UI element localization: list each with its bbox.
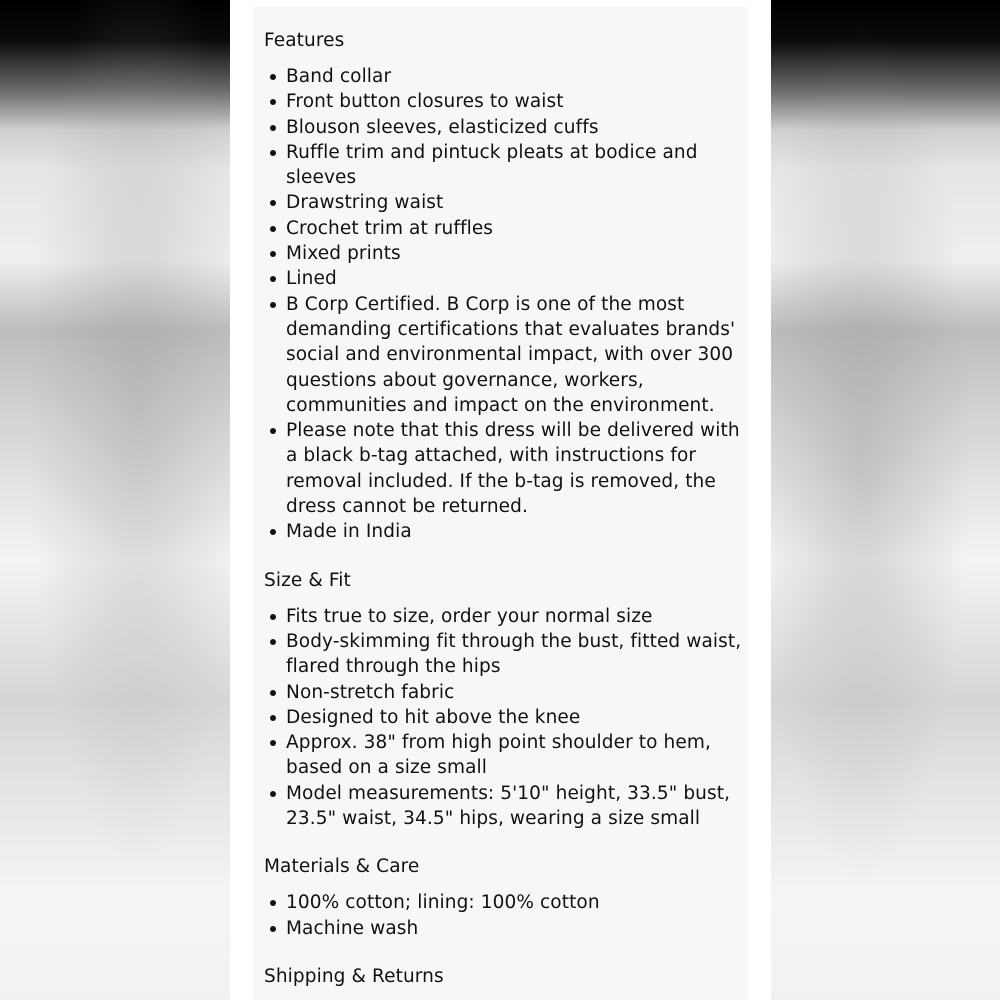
list-item-text: Approx. 38" from high point shoulder to hem, based on a size small: [286, 732, 711, 779]
bullet-dot-icon: [270, 99, 276, 105]
section-title-size-fit: Size & Fit: [264, 569, 351, 591]
bullet-dot-icon: [270, 740, 276, 746]
bullet-dot-icon: [270, 428, 276, 434]
list-item: [264, 604, 744, 629]
list-item-text: Body-skimming fit through the bust, fitted waist, flared through the hips: [286, 630, 742, 678]
section-size-fit: [264, 568, 744, 832]
list-item-text: Band collar: [286, 66, 392, 87]
bullet-dot-icon: [270, 150, 276, 156]
bullet-dot-icon: [270, 200, 276, 206]
background-shade-left: [0, 0, 230, 1000]
size-fit-list: [264, 604, 744, 832]
bullet-dot-icon: [270, 529, 276, 535]
bullet-dot-icon: [270, 926, 276, 932]
list-item: [264, 418, 744, 519]
list-item-text: Fits true to size, order your normal size: [286, 605, 653, 627]
list-item-text: Non-stretch fabric: [286, 681, 455, 703]
bullet-dot-icon: [270, 74, 276, 80]
list-item-text: Designed to hit above the knee: [286, 706, 581, 728]
list-item: [264, 140, 744, 191]
phone-screen: [230, 0, 771, 1000]
list-item: [264, 519, 744, 544]
list-item-text: B Corp Certified. B Corp is one of the most demanding certifications that evaluates brands' social and environmental impact, with over 300 questions about governance, workers, communities and impact on the environment.: [286, 293, 736, 416]
background-shade-right: [770, 0, 1000, 1000]
list-item-text: 100% cotton; lining: 100% cotton: [286, 892, 600, 914]
product-details-content: [264, 28, 744, 989]
list-item: [264, 730, 744, 781]
list-item-text: Machine wash: [286, 917, 419, 939]
section-title-features: Features: [264, 30, 345, 51]
list-item-text: Drawstring waist: [286, 192, 444, 214]
list-item-text: Lined: [286, 268, 337, 290]
list-item: [264, 890, 744, 915]
list-item: [264, 216, 744, 241]
list-item: [264, 115, 744, 140]
bullet-dot-icon: [270, 900, 276, 906]
list-item-text: Mixed prints: [286, 243, 401, 265]
list-item-text: Front button closures to waist: [286, 91, 564, 113]
list-item: [264, 292, 744, 418]
list-item-text: Made in India: [286, 521, 412, 543]
bullet-dot-icon: [270, 690, 276, 696]
list-item-text: Crochet trim at ruffles: [286, 217, 494, 239]
list-item-text: Blouson sleeves, elasticized cuffs: [286, 116, 599, 138]
bullet-dot-icon: [270, 614, 276, 620]
section-title-shipping-returns: Shipping & Returns: [264, 965, 444, 987]
bullet-dot-icon: [270, 276, 276, 282]
bullet-dot-icon: [270, 302, 276, 308]
bullet-dot-icon: [270, 791, 276, 797]
list-item-text: Ruffle trim and pintuck pleats at bodice and sleeves: [286, 141, 698, 189]
bullet-dot-icon: [270, 715, 276, 721]
list-item: [264, 781, 744, 832]
list-item: [264, 629, 744, 680]
list-item: [264, 190, 744, 215]
bullet-dot-icon: [270, 125, 276, 131]
features-list: [264, 64, 744, 545]
list-item: [264, 89, 744, 114]
section-materials-care: [264, 854, 744, 941]
list-item: [264, 705, 744, 730]
bullet-dot-icon: [270, 639, 276, 645]
product-details-panel[interactable]: [253, 7, 748, 1000]
list-item: [264, 916, 744, 941]
list-item: [264, 64, 744, 89]
section-title-materials-care: Materials & Care: [264, 856, 420, 878]
section-shipping-returns[interactable]: [264, 964, 744, 989]
list-item: [264, 266, 744, 291]
list-item: [264, 680, 744, 705]
bullet-dot-icon: [270, 226, 276, 232]
bullet-dot-icon: [270, 251, 276, 257]
list-item: [264, 241, 744, 266]
section-features: [264, 28, 744, 545]
list-item-text: Please note that this dress will be delivered with a black b-tag attached, with instructions for removal included. If the b-tag is removed, the dress cannot be returned.: [286, 420, 740, 518]
list-item-text: Model measurements: 5'10" height, 33.5" bust, 23.5" waist, 34.5" hips, wearing a size small: [286, 782, 731, 830]
materials-care-list: [264, 890, 744, 941]
